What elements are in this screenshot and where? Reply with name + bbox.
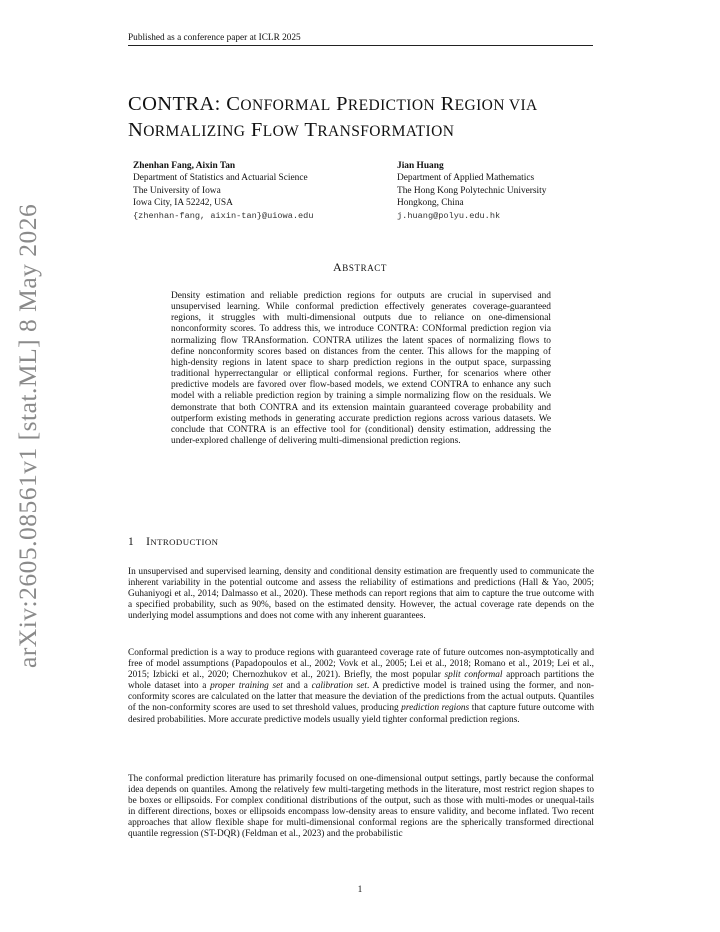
title-fragment: CONTRA: C bbox=[128, 93, 241, 115]
section-heading-introduction bbox=[128, 536, 218, 548]
author-block-right bbox=[397, 160, 607, 222]
heading-fragment: A bbox=[333, 260, 343, 274]
title-fragment: RANSFORMATION bbox=[317, 123, 455, 140]
author-email: j.huang@polyu.edu.hk bbox=[397, 210, 501, 221]
author-names: Jian Huang bbox=[397, 161, 444, 171]
text-fragment: . A predictive model is trained using the former, and non-conformity scores are calculated on the latter that measure the deviation of the predictions from the actual outputs. Quantiles of the non-conformity scores are used to set threshold values, producing bbox=[128, 681, 594, 714]
author-email: {zhenhan-fang, aixin-tan}@uiowa.edu bbox=[133, 210, 314, 221]
title-line-1 bbox=[128, 92, 608, 118]
emphasis-prediction-regions: prediction regions bbox=[401, 703, 470, 714]
abstract-heading bbox=[0, 260, 720, 275]
section-number: 1 bbox=[128, 536, 135, 548]
author-block-left bbox=[133, 160, 383, 222]
intro-paragraph-1: In unsupervised and supervised learning, density and conditional density estimation are frequently used to communicate the inherent variability in the potential outcome and assess the reliability of estimations and predictions (Hall & Yao, 2005; Guhaniyogi et al., 2014; Dalmasso et al., 2020). These methods can report regions that aim to capture the true outcome with a specified probability, such as 90%, based on the estimated density. However, the actual coverage rate depends on the underlying model assumptions and does not come with any inherent guarantees. bbox=[128, 567, 594, 622]
text-fragment: Conformal prediction is a way to produce regions with guaranteed coverage rate of future outcomes non-asymptotically and free of model assumptions (Papadopoulos et al., 2002; Vovk et al., 2005; Lei et al., 2018; Romano et al., 2019; Lei et al., 2015; Izbicki et al., 2020; Chernozhukov et al., 2021). Briefly, the most popular bbox=[128, 648, 594, 681]
abstract-text: Density estimation and reliable prediction regions for outputs are crucial in supervised and unsupervised learning. While conformal prediction effectively generates coverage-guaranteed regions, it struggles with multi-dimensional outputs due to reliance on one-dimensional nonconformity scores. To address this, we introduce CONTRA: CONformal prediction region via normalizing flow TRAnsformation. CONTRA utilizes the latent spaces of normalizing flows to define nonconformity scores based on distances from the center. This allows for the mapping of high-density regions in latent space to sharp prediction regions in the output space, surpassing traditional hyperrectangular or elliptical conformal regions. Further, for scenarios where other predictive models are favored over flow-based models, we extend CONTRA to enhance any such model with a reliable prediction region by training a simple normalizing flow on the residuals. We demonstrate that both CONTRA and its extension maintain guaranteed coverage probability and outperform existing methods in generating accurate prediction regions across various datasets. We conclude that CONTRA is an effective tool for (conditional) density estimation, addressing the under-explored challenge of delivering multi-dimensional prediction regions. bbox=[171, 291, 551, 447]
title-fragment: N bbox=[128, 119, 144, 141]
title-fragment: T bbox=[304, 119, 318, 141]
title-fragment: LOW bbox=[262, 123, 300, 140]
emphasis-split-conformal: split conformal bbox=[444, 670, 503, 681]
title-fragment: ONFORMAL bbox=[240, 97, 331, 114]
author-address: Hongkong, China bbox=[397, 198, 464, 209]
title-line-2 bbox=[128, 118, 608, 144]
title-fragment: P bbox=[336, 93, 348, 115]
emphasis-proper-training-set: proper training set bbox=[210, 681, 283, 692]
title-fragment: EGION VIA bbox=[454, 97, 538, 114]
author-institution: The Hong Kong Polytechnic University bbox=[397, 185, 547, 196]
text-fragment: that capture future outcome with desired probabilities. More accurate predictive models usually yield tighter conformal prediction regions. bbox=[128, 703, 594, 725]
title-fragment: R bbox=[440, 93, 455, 115]
header-rule bbox=[128, 45, 593, 46]
intro-paragraph-2 bbox=[128, 648, 594, 726]
paper-title bbox=[128, 92, 608, 144]
heading-fragment: NTRODUCTION bbox=[150, 537, 219, 547]
author-department: Department of Statistics and Actuarial Science bbox=[133, 173, 308, 184]
heading-fragment: BSTRACT bbox=[342, 263, 387, 273]
text-fragment: and a bbox=[282, 681, 312, 692]
page-number: 1 bbox=[357, 885, 363, 895]
intro-paragraph-3: The conformal prediction literature has primarily focused on one-dimensional output settings, partly because the conformal idea depends on quantiles. Among the relatively few multi-targeting methods in the literature, most restrict region shapes to be boxes or ellipsoids. For complex conditional distributions of the output, such as those with multi-modes or unequal-tails in different directions, boxes or ellipsoids encompass low-density areas to ensure validity, and become inflated. Two recent approaches that allow flexible shape for multi-dimensional conformal regions are the spherically transformed directional quantile regression (ST-DQR) (Feldman et al., 2023) and the probabilistic bbox=[128, 774, 594, 840]
title-fragment: F bbox=[250, 119, 263, 141]
title-fragment: ORMALIZING bbox=[143, 123, 246, 140]
author-names: Zhenhan Fang, Aixin Tan bbox=[133, 161, 236, 171]
venue-header: Published as a conference paper at ICLR 2025 bbox=[128, 33, 301, 43]
title-fragment: REDICTION bbox=[347, 97, 436, 114]
author-department: Department of Applied Mathematics bbox=[397, 173, 535, 184]
text-fragment: approach partitions the whole dataset into a bbox=[128, 670, 594, 692]
emphasis-calibration-set: calibration set bbox=[311, 681, 367, 692]
arxiv-identifier-stamp: arXiv:2605.08561v1 [stat.ML] 8 May 2026 bbox=[13, 203, 42, 668]
heading-fragment: I bbox=[146, 536, 151, 548]
author-institution: The University of Iowa bbox=[133, 185, 221, 196]
author-address: Iowa City, IA 52242, USA bbox=[133, 198, 233, 209]
